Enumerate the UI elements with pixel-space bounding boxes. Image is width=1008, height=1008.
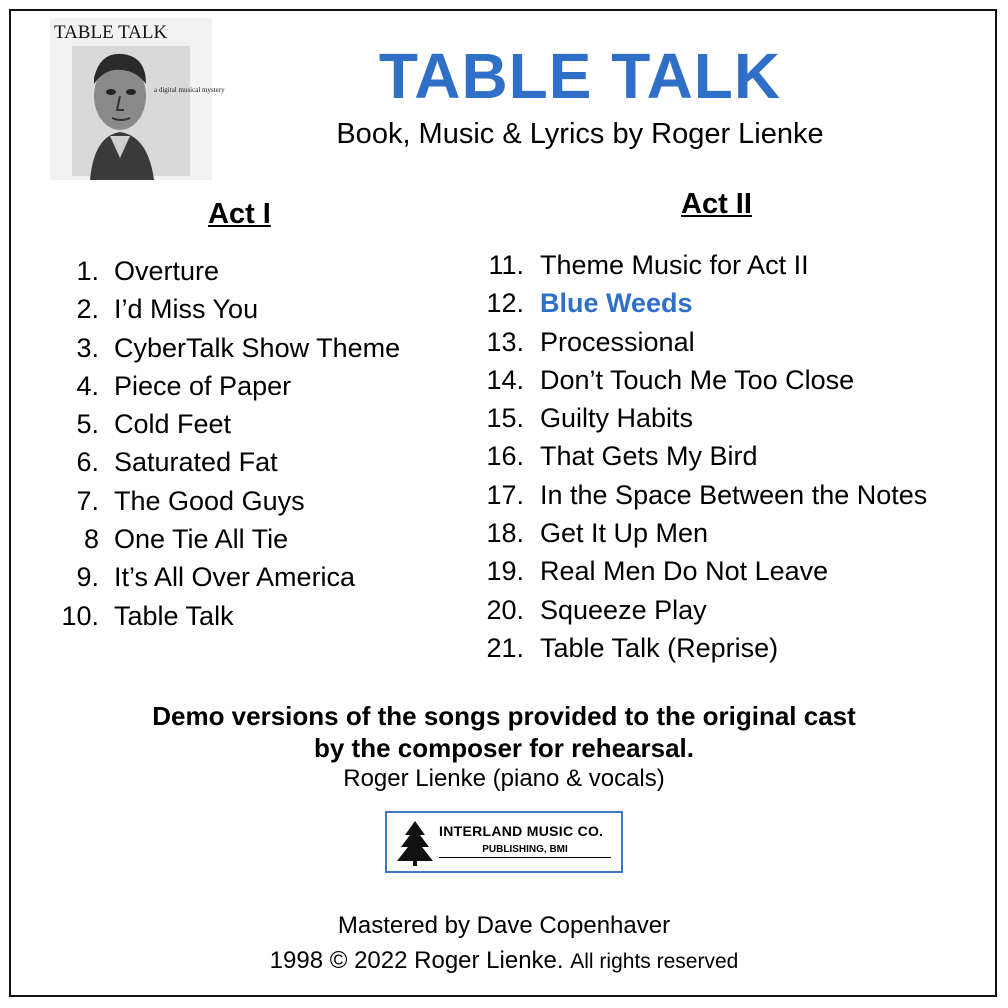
track-number: 15. — [486, 403, 524, 434]
track-item — [52, 597, 400, 635]
track-item — [478, 552, 927, 590]
rights-text: All rights reserved — [570, 950, 739, 973]
track-item — [52, 252, 400, 290]
track-title: Get It Up Men — [540, 518, 709, 549]
track-item — [52, 558, 400, 596]
track-number: 19. — [486, 556, 524, 587]
act2-heading: Act II — [681, 188, 752, 220]
track-title: Overture — [114, 256, 220, 286]
track-title: It’s All Over America — [114, 562, 356, 593]
track-title: Table Talk — [114, 600, 234, 631]
track-number: 16. — [486, 441, 524, 472]
track-item — [52, 367, 400, 405]
track-title: Piece of Paper — [114, 370, 292, 401]
track-title: Squeeze Play — [540, 594, 707, 625]
track-number: 20. — [486, 594, 524, 625]
track-number: 4. — [76, 370, 99, 401]
track-item — [52, 329, 400, 367]
publisher-logo — [385, 811, 623, 873]
tree-icon — [395, 819, 435, 867]
track-title: CyberTalk Show Theme — [114, 332, 401, 363]
track-number: 6. — [76, 447, 99, 478]
track-number: 7. — [76, 485, 99, 516]
track-title: Saturated Fat — [114, 447, 278, 478]
page-subtitle: Book, Music & Lyrics by Roger Lienke — [336, 118, 824, 150]
track-title: In the Space Between the Notes — [540, 479, 928, 510]
track-title: Don’t Touch Me Too Close — [540, 364, 855, 395]
track-item — [52, 443, 400, 481]
cover-illustration — [50, 18, 225, 180]
copyright-line — [40, 946, 968, 977]
track-title: The Good Guys — [114, 485, 305, 516]
track-number: 9. — [76, 562, 99, 593]
track-title: Guilty Habits — [540, 403, 694, 434]
track-item — [478, 476, 927, 514]
track-number: 14. — [486, 364, 524, 395]
track-number: 11. — [488, 250, 524, 280]
track-item — [478, 591, 927, 629]
track-number: 8 — [83, 524, 99, 555]
track-item — [478, 323, 927, 361]
page-title: TABLE TALK — [378, 40, 782, 112]
track-item — [52, 405, 400, 443]
track-number: 5. — [76, 409, 99, 440]
publisher-sub: PUBLISHING, BMI — [439, 844, 611, 858]
track-number: 17. — [486, 479, 524, 510]
track-title: Real Men Do Not Leave — [540, 556, 829, 587]
track-number: 21. — [486, 632, 524, 663]
track-number: 2. — [76, 294, 99, 325]
track-item — [478, 514, 927, 552]
track-title: Table Talk (Reprise) — [540, 632, 779, 663]
track-item — [52, 520, 400, 558]
track-number: 12. — [486, 288, 524, 319]
track-item — [478, 437, 927, 475]
act2-track-list — [478, 246, 927, 667]
cover-art-image — [50, 18, 225, 180]
track-item — [478, 399, 927, 437]
cover-side-text: a digital musical mystery — [154, 86, 225, 94]
track-number: 1. — [76, 256, 99, 286]
track-title: One Tie All Tie — [114, 524, 289, 555]
track-title-highlighted: Blue Weeds — [540, 288, 693, 319]
mastered-credit: Mastered by Dave Copenhaver — [337, 912, 671, 939]
track-title: Cold Feet — [114, 409, 232, 440]
track-number: 10. — [61, 600, 99, 631]
track-item — [52, 482, 400, 520]
track-item — [478, 361, 927, 399]
track-title: I’d Miss You — [114, 294, 259, 325]
track-number: 18. — [486, 518, 524, 549]
track-number: 3. — [76, 332, 99, 363]
demo-note-line2: by the composer for rehearsal. — [313, 733, 695, 763]
track-item — [478, 629, 927, 667]
act1-heading: Act I — [208, 198, 271, 230]
track-item — [478, 246, 927, 284]
copyright-text: 1998 © 2022 Roger Lienke. — [269, 947, 564, 974]
demo-note — [40, 700, 968, 764]
track-item — [52, 290, 400, 328]
track-title: That Gets My Bird — [540, 441, 758, 472]
track-title: Theme Music for Act II — [540, 250, 809, 280]
track-title: Processional — [540, 326, 695, 357]
demo-note-line1: Demo versions of the songs provided to the original cast — [152, 701, 856, 731]
publisher-name: INTERLAND MUSIC CO. — [439, 823, 604, 839]
track-item-highlighted — [478, 284, 927, 322]
act1-track-list — [52, 252, 400, 635]
performer-credit: Roger Lienke (piano & vocals) — [343, 765, 665, 792]
cover-title: TABLE TALK — [54, 22, 168, 43]
track-number: 13. — [486, 326, 524, 357]
